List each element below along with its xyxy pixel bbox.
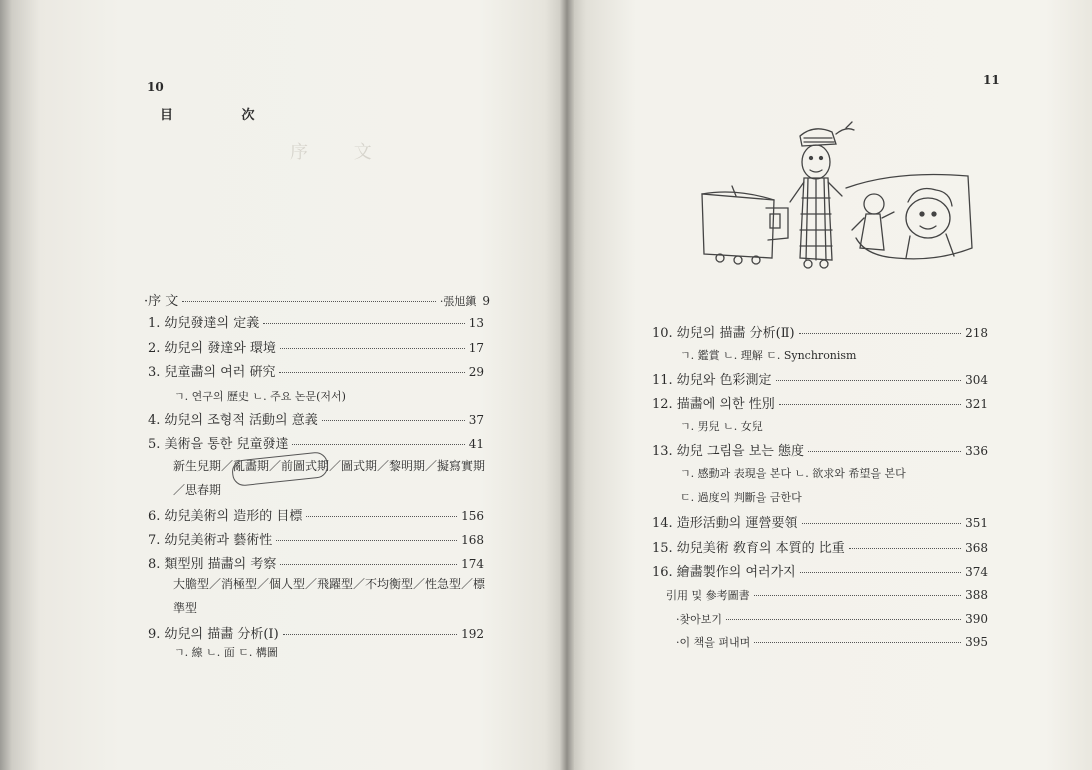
leader-dots bbox=[280, 564, 457, 565]
entry-page: 13 bbox=[468, 316, 484, 330]
toc-sub-8 bbox=[173, 572, 485, 620]
entry-page: 304 bbox=[965, 373, 988, 387]
entry-page: 321 bbox=[965, 397, 988, 411]
entry-label: 7. 幼兒美術과 藝術性 bbox=[148, 533, 273, 548]
leader-dots bbox=[802, 523, 962, 524]
toc-entry-3 bbox=[148, 361, 484, 380]
toc-sub-10: ㄱ. 鑑賞 ㄴ. 理解 ㄷ. Synchronism bbox=[680, 349, 857, 362]
entry-label: 16. 繪畵製作의 여러가지 bbox=[652, 565, 796, 580]
toc-sub-8-line2: 準型 bbox=[173, 601, 198, 615]
entry-page: 174 bbox=[461, 557, 484, 571]
toc-entry-2 bbox=[148, 337, 484, 356]
entry-page: 29 bbox=[468, 365, 484, 379]
entry-label: 12. 描畵에 의한 性別 bbox=[652, 397, 775, 412]
entry-page: 9 bbox=[482, 294, 490, 308]
entry-label: 8. 類型別 描畵의 考察 bbox=[148, 557, 277, 572]
leader-dots bbox=[799, 333, 961, 334]
entry-label: 14. 造形活動의 運營要領 bbox=[652, 516, 798, 531]
leader-dots bbox=[754, 595, 961, 596]
entry-label: 4. 幼兒의 조형적 活動의 意義 bbox=[148, 413, 318, 428]
entry-page: 192 bbox=[461, 627, 484, 641]
entry-label: 15. 幼兒美術 敎育의 本質的 比重 bbox=[652, 541, 845, 556]
entry-page: 368 bbox=[965, 541, 988, 555]
leader-dots bbox=[283, 634, 457, 635]
entry-page: 388 bbox=[965, 588, 988, 602]
toc-sub-3: ㄱ. 연구의 歷史 ㄴ. 주요 논문(저서) bbox=[174, 390, 346, 403]
entry-label: 13. 幼兒 그림을 보는 態度 bbox=[652, 444, 804, 459]
leader-dots bbox=[754, 642, 961, 643]
entry-page: 336 bbox=[965, 444, 988, 458]
leader-dots bbox=[776, 380, 962, 381]
toc-entry-16 bbox=[652, 561, 988, 580]
page-number-left: 10 bbox=[147, 80, 164, 94]
toc-entry-8 bbox=[148, 553, 484, 572]
entry-label: 10. 幼兒의 描畵 分析(Ⅱ) bbox=[652, 326, 795, 341]
leader-dots bbox=[800, 572, 961, 573]
entry-label: 9. 幼兒의 描畵 分析(Ⅰ) bbox=[148, 627, 279, 642]
toc-sub-5-line1: 新生兒期／亂畵期／前圖式期／圖式期／黎明期／擬寫實期 bbox=[173, 459, 486, 473]
toc-entry-10 bbox=[652, 322, 988, 341]
toc-entry-index bbox=[676, 611, 988, 627]
toc-entry-11 bbox=[652, 369, 988, 388]
leader-dots bbox=[292, 444, 464, 445]
bleed-through-text: 序 文 bbox=[290, 142, 392, 163]
leader-dots bbox=[808, 451, 961, 452]
toc-heading: 目 次 bbox=[160, 108, 287, 123]
entry-label: ·序 文 bbox=[144, 294, 179, 309]
leader-dots bbox=[263, 323, 464, 324]
leader-dots bbox=[280, 348, 465, 349]
book-gutter bbox=[560, 0, 574, 770]
toc-entry-references bbox=[666, 587, 988, 603]
entry-page: 41 bbox=[468, 437, 484, 451]
leader-dots bbox=[276, 540, 457, 541]
toc-entry-6 bbox=[148, 505, 484, 524]
entry-label: 5. 美術을 통한 兒童發達 bbox=[148, 437, 289, 452]
entry-page: 351 bbox=[965, 516, 988, 530]
toc-entry-15 bbox=[652, 537, 988, 556]
leader-dots bbox=[779, 404, 961, 405]
child-drawing-illustration bbox=[696, 118, 976, 270]
entry-page: 37 bbox=[468, 413, 484, 427]
leader-dots bbox=[849, 548, 961, 549]
entry-label: ·찾아보기 bbox=[676, 613, 723, 626]
toc-entry-9 bbox=[148, 623, 484, 642]
entry-label: 1. 幼兒發達의 定義 bbox=[148, 316, 260, 331]
entry-page: 390 bbox=[965, 612, 988, 626]
entry-label: 3. 兒童畵의 여러 硏究 bbox=[148, 365, 276, 380]
toc-entry-14 bbox=[652, 512, 988, 531]
leader-dots bbox=[322, 420, 465, 421]
toc-entry-5 bbox=[148, 433, 484, 452]
toc-sub-13-line2: ㄷ. 過度의 判斷을 금한다 bbox=[680, 491, 802, 504]
toc-entry-1 bbox=[148, 312, 484, 331]
toc-sub-5-line2: ／思春期 bbox=[173, 483, 222, 497]
toc-sub-13-line1: ㄱ. 感動과 表現을 본다 ㄴ. 欲求와 希望을 본다 bbox=[680, 467, 906, 480]
toc-entry-13 bbox=[652, 440, 988, 459]
entry-author: ·張旭鎭 bbox=[439, 295, 477, 308]
toc-entry-4 bbox=[148, 409, 484, 428]
page-number-right: 11 bbox=[983, 73, 1000, 87]
entry-page: 374 bbox=[965, 565, 988, 579]
entry-label: 2. 幼兒의 發達와 環境 bbox=[148, 341, 276, 356]
leader-dots bbox=[726, 619, 961, 620]
entry-label: 引用 및 參考圖書 bbox=[666, 589, 750, 602]
toc-sub-12: ㄱ. 男兒 ㄴ. 女兒 bbox=[680, 420, 763, 433]
entry-page: 168 bbox=[461, 533, 484, 547]
entry-page: 156 bbox=[461, 509, 484, 523]
entry-label: 11. 幼兒와 色彩測定 bbox=[652, 373, 772, 388]
leader-dots bbox=[306, 516, 457, 517]
toc-sub-5 bbox=[173, 454, 485, 502]
toc-sub-8-line1: 大膽型／消極型／個人型／飛躍型／不均衡型／性急型／標 bbox=[173, 577, 486, 591]
entry-page: 17 bbox=[468, 341, 484, 355]
entry-label: 6. 幼兒美術의 造形的 目標 bbox=[148, 509, 303, 524]
toc-entry-afterword bbox=[676, 634, 988, 650]
leader-dots bbox=[182, 301, 436, 302]
entry-page: 218 bbox=[965, 326, 988, 340]
toc-entry-7 bbox=[148, 529, 484, 548]
toc-entry-12 bbox=[652, 393, 988, 412]
toc-entry-preface bbox=[144, 290, 490, 309]
entry-label: ·이 책을 펴내며 bbox=[676, 636, 751, 649]
leader-dots bbox=[279, 372, 464, 373]
entry-page: 395 bbox=[965, 635, 988, 649]
toc-sub-9: ㄱ. 線 ㄴ. 面 ㄷ. 構圖 bbox=[174, 646, 278, 659]
